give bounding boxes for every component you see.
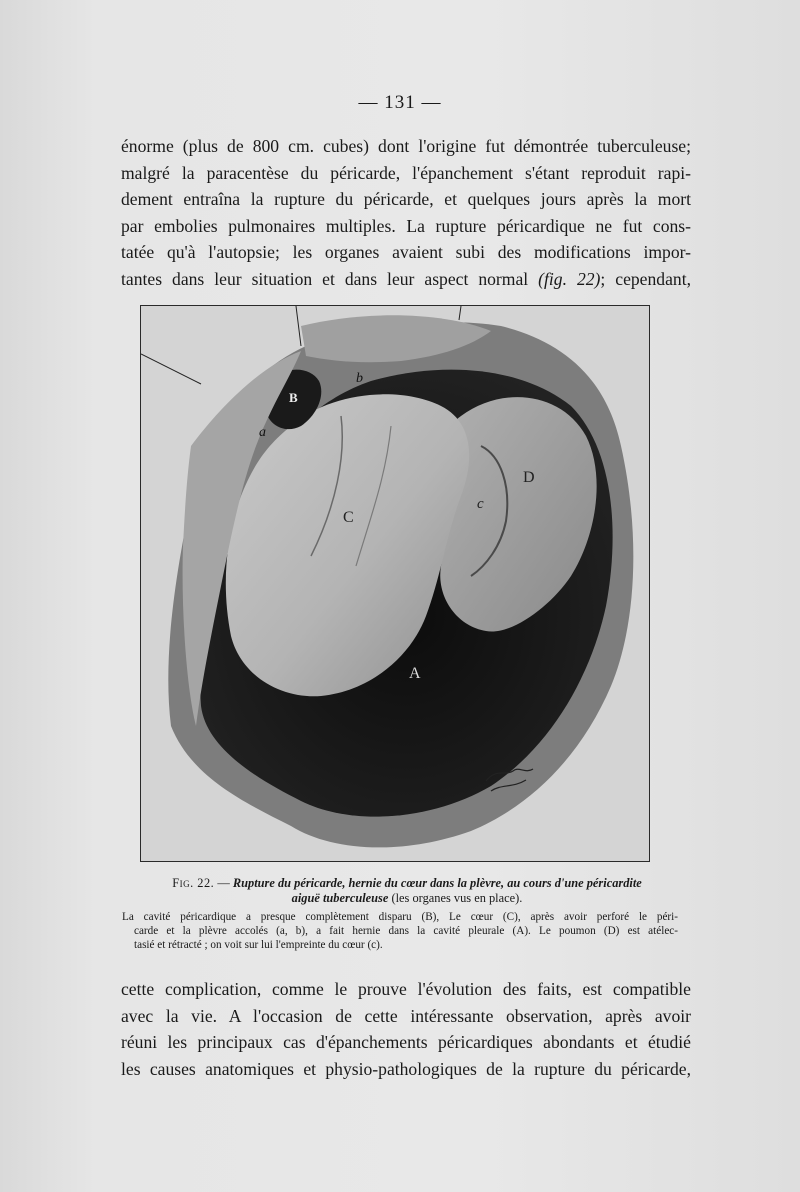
paragraph-bottom bbox=[121, 976, 691, 1082]
label-b: b bbox=[356, 371, 363, 386]
label-a: a bbox=[259, 425, 266, 440]
caption-title-plain: (les organes vus en place). bbox=[391, 891, 523, 905]
figure-caption-body bbox=[122, 910, 678, 952]
text-line-final bbox=[121, 266, 691, 293]
caption-line: tasié et rétracté ; on voit sur lui l'empreinte du cœur (c). bbox=[134, 939, 383, 951]
figure-caption-title bbox=[122, 876, 692, 906]
label-c: c bbox=[477, 496, 484, 512]
page-number: — 131 — bbox=[358, 92, 442, 113]
text-line: tatée qu'à l'autopsie; les organes avaient subi des modifications impor- bbox=[121, 242, 691, 263]
caption-line: carde et la plèvre accolés (a, b), a fait hernie dans la cavité pleurale (A). Le poumon (D) est atélec- bbox=[134, 925, 678, 937]
caption-title-italic: Rupture du péricarde, hernie du cœur dans la plèvre, au cours d'une péricardite bbox=[232, 876, 642, 890]
caption-line: La cavité péricardique a presque complètement disparu (B), Le cœur (C), après avoir perforé le péri- bbox=[122, 911, 678, 923]
anatomical-illustration bbox=[140, 305, 650, 862]
text-segment: ; cependant, bbox=[600, 268, 691, 289]
text-line: malgré la paracentèse du péricarde, l'épanchement s'étant reproduit rapi- bbox=[121, 162, 691, 183]
text-line: énorme (plus de 800 cm. cubes) dont l'origine fut démontrée tuberculeuse; bbox=[121, 136, 691, 156]
label-B: B bbox=[289, 390, 298, 405]
caption-dash: — bbox=[217, 876, 230, 890]
text-line: par embolies pulmonaires multiples. La rupture péricardique ne fut cons- bbox=[121, 215, 691, 236]
text-line: cette complication, comme le prouve l'évolution des faits, est compatible bbox=[121, 979, 691, 999]
text-segment: tantes dans leur situation et dans leur aspect normal bbox=[121, 268, 529, 289]
figure-label: Fig. 22. bbox=[172, 876, 215, 890]
figure-reference: (fig. 22) bbox=[538, 268, 601, 289]
paragraph-top bbox=[121, 133, 691, 293]
text-line: dement entraîna la rupture du péricarde, et quelques jours après la mort bbox=[121, 189, 691, 210]
caption-title-italic: aiguë tuberculeuse bbox=[291, 891, 389, 905]
text-line: réuni les principaux cas d'épanchements péricardiques abondants et étudié bbox=[121, 1032, 691, 1053]
text-line: les causes anatomiques et physio-pathologiques de la rupture du péricarde, bbox=[121, 1058, 691, 1079]
label-D: D bbox=[523, 469, 535, 486]
label-C: C bbox=[343, 509, 354, 526]
label-A: A bbox=[409, 665, 421, 682]
text-line: avec la vie. A l'occasion de cette intéressante observation, après avoir bbox=[121, 1005, 691, 1026]
